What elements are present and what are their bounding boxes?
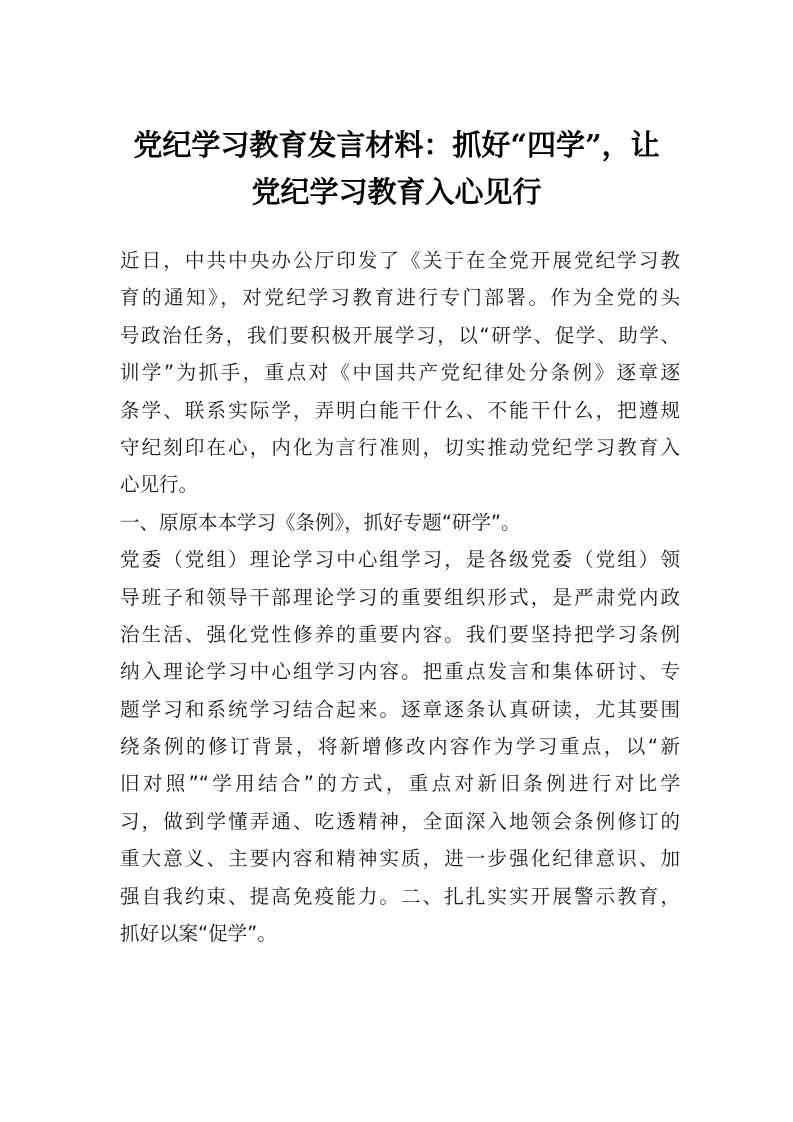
body-line: 题学习和系统学习结合起来。逐章逐条认真研读，尤其要围 xyxy=(120,697,680,721)
body-line: 绕条例的修订背景，将新增修改内容作为学习重点，以“新 xyxy=(120,735,680,759)
body-line: 抓好以案“促学”。 xyxy=(120,922,277,946)
section-heading: 一、原原本本学习《条例》，抓好专题“研学”。 xyxy=(120,510,521,534)
body-line: 条学、联系实际学，弄明白能干什么、不能干什么，把遵规 xyxy=(120,398,680,422)
body-line: 强自我约束、提高免疫能力。二、扎扎实实开展警示教育， xyxy=(120,884,680,908)
body-line: 育的通知》，对党纪学习教育进行专门部署。作为全党的头 xyxy=(120,286,680,310)
body-line: 旧对照”“学用结合”的方式，重点对新旧条例进行对比学 xyxy=(120,772,680,796)
body-line: 导班子和领导干部理论学习的重要组织形式，是严肃党内政 xyxy=(120,585,680,609)
title-line-2: 党纪学习教育入心见行 xyxy=(251,175,542,209)
body-line: 号政治任务，我们要积极开展学习，以“研学、促学、助学、 xyxy=(120,323,680,347)
document-body xyxy=(120,242,680,952)
body-line: 重大意义、主要内容和精神实质，进一步强化纪律意识、加 xyxy=(120,847,680,871)
body-line: 心见行。 xyxy=(120,473,199,497)
title-line-1: 党纪学习教育发言材料：抓好“四学”，让 xyxy=(133,128,660,162)
body-line: 习，做到学懂弄通、吃透精神，全面深入地领会条例修订的 xyxy=(120,809,680,833)
body-line: 近日，中共中央办公厅印发了《关于在全党开展党纪学习教 xyxy=(120,249,680,272)
body-line: 治生活、强化党性修养的重要内容。我们要坚持把学习条例 xyxy=(120,622,680,646)
document-title xyxy=(60,122,733,216)
body-line: 守纪刻印在心，内化为言行准则，切实推动党纪学习教育入 xyxy=(120,435,680,459)
body-line: 训学”为抓手，重点对《中国共产党纪律处分条例》逐章逐 xyxy=(120,361,680,385)
body-line: 纳入理论学习中心组学习内容。把重点发言和集体研讨、专 xyxy=(120,660,680,684)
body-line: 党委（党组）理论学习中心组学习，是各级党委（党组）领 xyxy=(120,548,680,572)
